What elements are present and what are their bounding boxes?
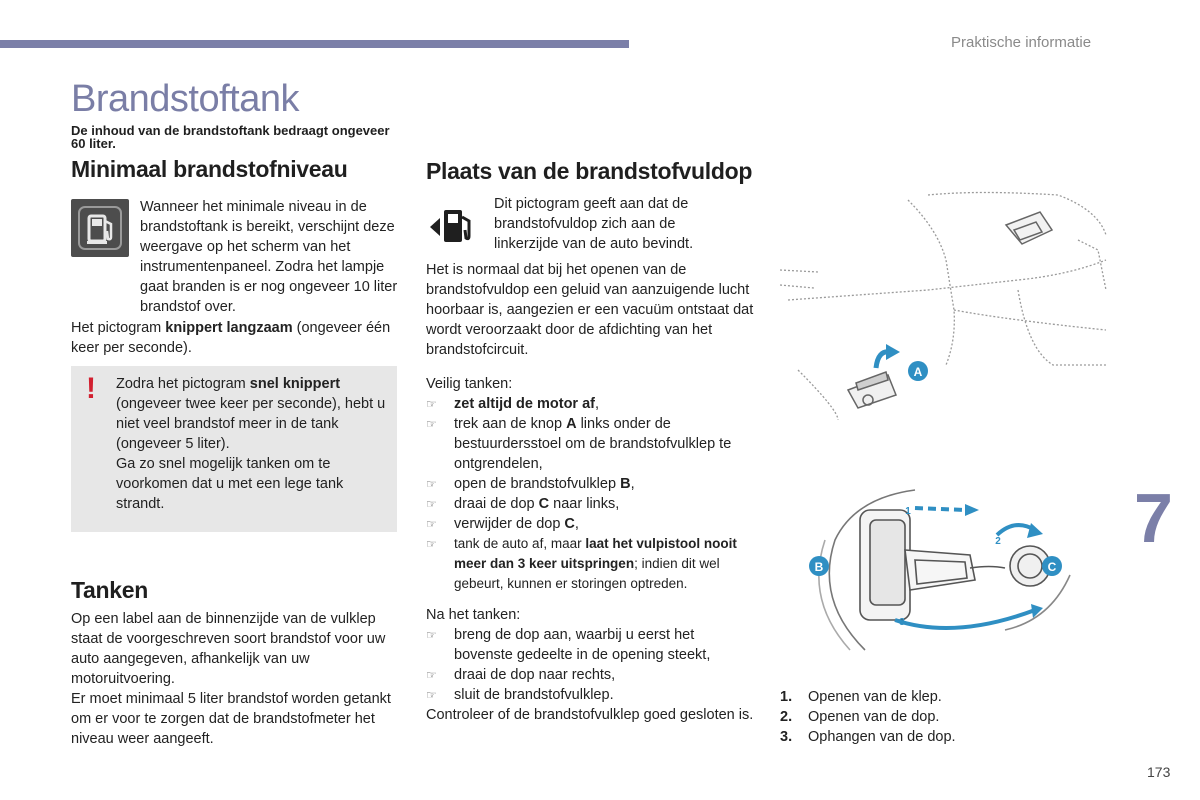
legend-item: 3. Ophangen van de dop. <box>780 729 956 745</box>
after-section <box>426 605 756 725</box>
fuel-flap-illustration <box>805 480 1080 660</box>
step-3-marker: 3 <box>899 617 905 628</box>
warning-text: Zodra het pictogram snel knippert (ongeveer twee keer per seconde), hebt u niet veel brandstof meer in de tank (ongeveer 5 liter). Ga zo snel mogelijk tanken om te voorkomen dat u met een lege tank strandt. <box>116 376 386 512</box>
min-level-heading: Minimaal brandstofniveau <box>71 156 348 182</box>
list-item: ☞ open de brandstofvulklep B, <box>426 476 635 492</box>
list-item: ☞ verwijder de dop C, <box>426 516 579 532</box>
blink-text: Het pictogram knippert langzaam (ongeveer één keer per seconde). <box>71 320 391 356</box>
location-icon-text: Dit pictogram geeft aan dat de brandstofvuldop zich aan de linkerzijde van de auto bevindt. <box>494 196 694 252</box>
tanken-text-1: Op een label aan de binnenzijde van de vulklep staat de voorgeschreven soort brandstof voor uw auto aangegeven, afhankelijk van uw motoruitvoering. <box>71 611 386 687</box>
page-number: 173 <box>1147 764 1171 780</box>
after-label: Na het tanken: <box>426 607 521 623</box>
list-item: ☞ draai de dop C naar links, <box>426 496 620 512</box>
list-item: ☞ breng de dop aan, waarbij u eerst het bovenste gedeelte in de opening steekt, <box>426 627 711 663</box>
list-item: ☞ sluit de brandstofvulklep. <box>426 687 614 703</box>
check-text: Controleer of de brandstofvulklep goed gesloten is. <box>426 707 754 723</box>
legend-item: 2. Openen van de dop. <box>780 709 940 725</box>
diagram-legend <box>780 687 1040 747</box>
label-c: C <box>1047 560 1057 574</box>
location-heading: Plaats van de brandstofvuldop <box>426 158 753 184</box>
release-lever-illustration <box>778 190 1108 420</box>
warning-icon: ! <box>86 372 96 405</box>
list-item: ☞ trek aan de knop A links onder de bestuurdersstoel om de brandstofvulklep te ontgrendelen, <box>426 416 732 472</box>
page-title: Brandstoftank <box>71 78 299 120</box>
tanken-text <box>71 609 401 749</box>
safe-section <box>426 374 756 594</box>
label-b: B <box>814 560 824 574</box>
list-item: ☞ tank de auto af, maar laat het vulpistool nooit meer dan 3 keer uitspringen; indien dit wel gebeurt, kunnen er storingen optreden. <box>426 536 737 591</box>
min-level-text: Wanneer het minimale niveau in de brandstoftank is bereikt, verschijnt deze weergave op het scherm van het instrumentenpaneel. Zodra het lampje gaat branden is er nog ongeveer 10 liter brandstof over. <box>140 199 398 315</box>
step-2-marker: 2 <box>995 536 1001 547</box>
list-item: ☞ draai de dop naar rechts, <box>426 667 616 683</box>
header-bar <box>0 40 629 48</box>
label-a: A <box>913 365 923 379</box>
fuel-side-icon <box>428 205 482 245</box>
chapter-number: 7 <box>1134 479 1173 557</box>
legend-item: 1. Openen van de klep. <box>780 689 942 705</box>
noise-text: Het is normaal dat bij het openen van de brandstofvuldop een geluid van aanzuigende lucht hoorbaar is, aangezien er een vacuüm ontstaat dat wordt veroorzaakt door de afdichting van het brandstofcircuit. <box>426 262 754 358</box>
safe-label: Veilig tanken: <box>426 376 513 392</box>
fuel-pump-icon <box>71 199 129 257</box>
section-title: Praktische informatie <box>951 34 1092 51</box>
list-item: ☞ zet altijd de motor af, <box>426 396 600 412</box>
warning-advice: Ga zo snel mogelijk tanken om te voorkomen dat u met een lege tank strandt. <box>116 456 344 512</box>
step-1-marker: 1 <box>905 506 911 517</box>
tanken-text-2: Er moet minimaal 5 liter brandstof worden getankt om er voor te zorgen dat de brandstofmeter het niveau weer aangeeft. <box>71 691 391 747</box>
intro-text: De inhoud van de brandstoftank bedraagt ongeveer 60 liter. <box>71 123 390 151</box>
tanken-heading: Tanken <box>71 577 149 603</box>
